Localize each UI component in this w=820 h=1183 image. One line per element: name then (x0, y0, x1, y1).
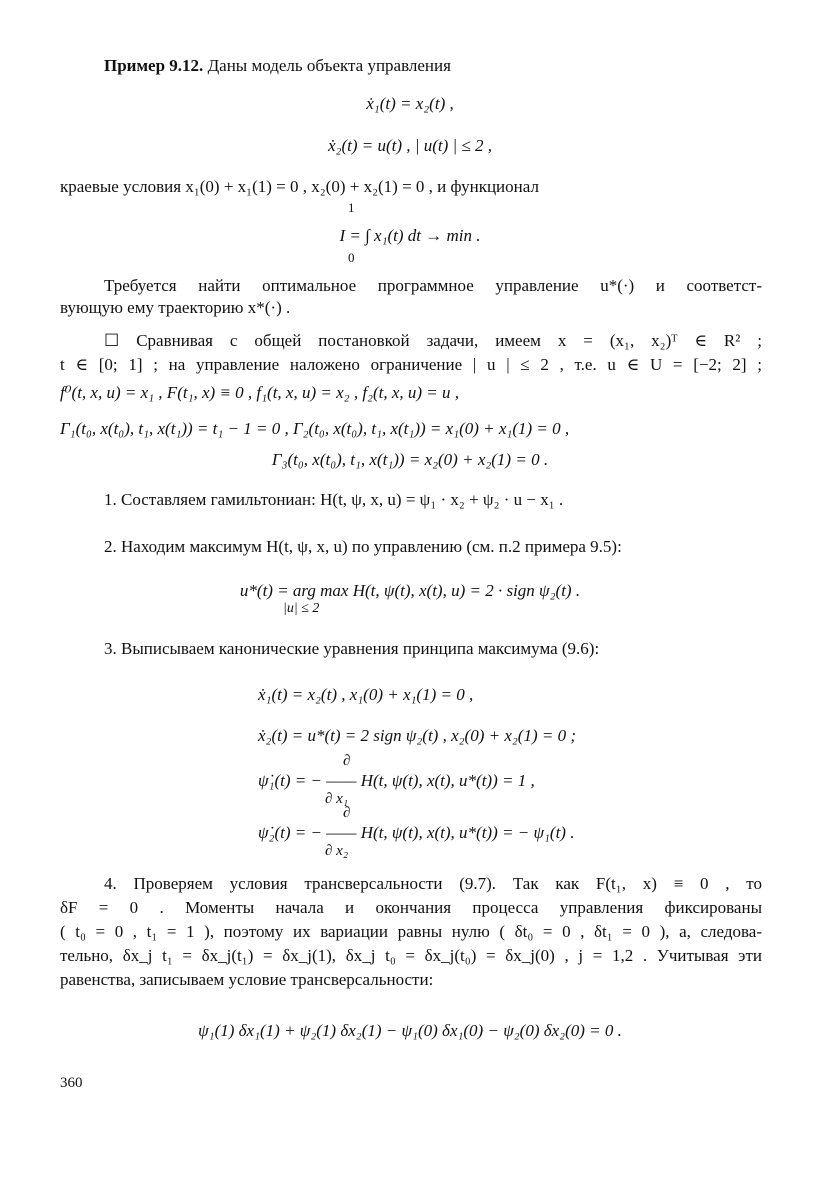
comparison-line-1: ☐ Сравнивая с общей постановкой задачи, имеем x = (x₁, x₂)ᵀ ∈ R² ; (104, 331, 762, 350)
boundary-conditions-line: краевые условия x₁(0) + x₁(1) = 0 , x₂(0) + x₂(1) = 0 , и функционал (60, 177, 539, 196)
integral-lower-limit: 0 (348, 250, 355, 265)
equation-x2-dot: ẋ₂(t) = u(t) , | u(t) | ≤ 2 , (328, 136, 492, 155)
psi1-partial-denominator: ∂ x₁ (325, 791, 349, 807)
integral-upper-limit: 1 (348, 200, 355, 215)
gamma-3-line: Γ₃(t₀, x(t₀), t₁, x(t₁)) = x₂(0) + x₂(1) = 0 . (271, 450, 549, 469)
step-4-line-4: тельно, δx_j t₁ = δx_j(t₁) = δx_j(1), δx_j t₀ = δx_j(t₀) = δx_j(0) , j = 1,2 . Учитывая эти (60, 946, 762, 965)
example-title-rest: Даны модель объекта управления (207, 56, 451, 75)
requirement-line-1: Требуется найти оптимальное программное управление u*(·) и соответст- (104, 276, 762, 295)
functions-line: f⁰(t, x, u) = x₁ , F(t₁, x) ≡ 0 , f₁(t, x, u) = x₂ , f₂(t, x, u) = u , (60, 383, 460, 402)
step-4-line-2: δF = 0 . Моменты начала и окончания процесса управления фиксированы (60, 898, 762, 917)
canonical-equation-1: ẋ₁(t) = x₂(t) , x₁(0) + x₁(1) = 0 , (258, 685, 474, 704)
page-number: 360 (60, 1075, 83, 1091)
argmax-equation: u*(t) = arg max H(t, ψ(t), x(t), u) = 2 · sign ψ₂(t) . (239, 581, 581, 600)
psi2-partial-numerator: ∂ (343, 805, 351, 821)
step-2-maximum: 2. Находим максимум H(t, ψ, x, u) по управлению (см. п.2 примера 9.5): (104, 537, 622, 556)
psi2-equation: ψ̇₂(t) = − —— H(t, ψ(t), x(t), u*(t)) = − ψ₁(t) . (258, 823, 575, 842)
psi1-equation: ψ̇₁(t) = − —— H(t, ψ(t), x(t), u*(t)) = 1 , (258, 771, 535, 790)
step-4-line-1: 4. Проверяем условия трансверсальности (9.7). Так как F(t₁, x) ≡ 0 , то (104, 874, 762, 893)
step-1-hamiltonian: 1. Составляем гамильтониан: H(t, ψ, x, u) = ψ₁ · x₂ + ψ₂ · u − x₁ . (104, 490, 564, 509)
example-title: Пример 9.12. (104, 56, 204, 75)
step-3-canonical: 3. Выписываем канонические уравнения принципа максимума (9.6): (104, 639, 600, 658)
canonical-equation-2: ẋ₂(t) = u*(t) = 2 sign ψ₂(t) , x₂(0) + x₂(1) = 0 ; (258, 726, 577, 745)
gamma-1-2-line: Γ₁(t₀, x(t₀), t₁, x(t₁)) = t₁ − 1 = 0 , Γ₂(t₀, x(t₀), t₁, x(t₁)) = x₁(0) + x₁(1) = 0 , (60, 419, 570, 438)
psi1-partial-numerator: ∂ (343, 753, 351, 769)
requirement-line-2: вующую ему траекторию x*(·) . (60, 298, 291, 317)
step-4-line-5: равенства, записываем условие трансверсальности: (60, 970, 434, 989)
example-heading (104, 55, 451, 77)
argmax-constraint: |u| ≤ 2 (283, 601, 320, 616)
step-4-line-3: ( t₀ = 0 , t₁ = 1 ), поэтому их вариации равны нулю ( δt₀ = 0 , δt₁ = 0 ), а, следова- (60, 922, 762, 941)
psi2-partial-denominator: ∂ x₂ (325, 843, 349, 859)
transversality-equation: ψ₁(1) δx₁(1) + ψ₂(1) δx₂(1) − ψ₁(0) δx₁(0) − ψ₂(0) δx₂(0) = 0 . (198, 1021, 622, 1040)
functional-equation: I = ∫ x₁(t) dt → min . (339, 226, 481, 245)
equation-x1-dot: ẋ₁(t) = x₂(t) , (366, 94, 454, 113)
comparison-line-2: t ∈ [0; 1] ; на управление наложено ограничение | u | ≤ 2 , т.е. u ∈ U = [−2; 2] ; (60, 355, 762, 374)
